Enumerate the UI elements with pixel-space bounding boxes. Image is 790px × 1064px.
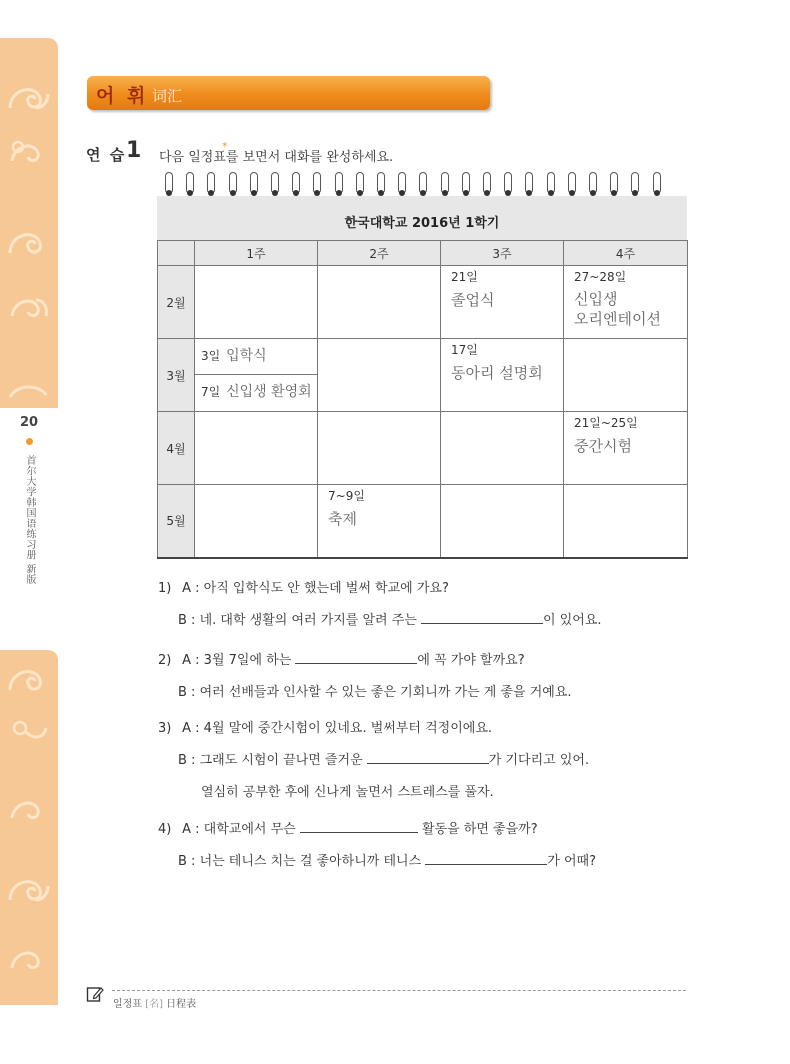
- week-header-row: [158, 241, 688, 266]
- swirl-ornament-icon: [6, 133, 52, 173]
- event-name: 오리엔테이션: [574, 310, 661, 328]
- footer-pos: [名]: [145, 999, 163, 1010]
- schedule-cell: [441, 412, 564, 485]
- side-decor-band-bottom: [0, 650, 58, 1005]
- split-cell-top: [195, 339, 317, 375]
- month-label: 3월: [158, 339, 195, 412]
- dialogue-line: 열심히 공부한 후에 신나게 놀면서 스트레스를 풀자.: [201, 785, 494, 800]
- schedule-cell: [441, 266, 564, 339]
- section-title-chinese: 词汇: [152, 87, 183, 105]
- question-number: 4): [158, 822, 172, 837]
- schedule-cell: [441, 485, 564, 558]
- question-1-a: [158, 577, 449, 596]
- exercise-instruction: 다음 일정표를 보면서 대화를 완성하세요.: [159, 150, 394, 165]
- note-pencil-icon: [86, 985, 104, 1003]
- event-name: 동아리 설명회: [451, 364, 543, 382]
- footer-meaning: 日程表: [166, 999, 197, 1010]
- book-side-title: 首尔大学韩国语练习册 新版: [24, 455, 35, 585]
- footer-vocab-note: [113, 995, 196, 1010]
- swirl-ornament-icon: [6, 660, 52, 700]
- dialogue-line: A : 3월 7일에 하는: [182, 653, 292, 668]
- schedule-cell: [318, 412, 441, 485]
- vocab-asterisk: *: [222, 140, 228, 153]
- swirl-ornament-icon: [6, 223, 52, 263]
- question-number: 1): [158, 581, 172, 596]
- swirl-ornament-icon: [6, 363, 52, 403]
- schedule-cell: [564, 266, 688, 339]
- dialogue-line: B : 네. 대학 생활의 여러 가지를 알려 주는: [178, 613, 417, 628]
- week-header: 3주: [441, 241, 564, 266]
- footer-word: 일정표: [113, 999, 142, 1010]
- week-header: 2주: [318, 241, 441, 266]
- answer-blank[interactable]: [367, 751, 489, 764]
- corner-cell: [158, 241, 195, 266]
- event-date: 7일: [201, 385, 221, 399]
- schedule-cell: [318, 485, 441, 558]
- question-3-b: [178, 749, 589, 768]
- schedule-cell: [564, 485, 688, 558]
- event-date: 21일~25일: [574, 416, 638, 430]
- month-label: 2월: [158, 266, 195, 339]
- swirl-ornament-icon: [6, 940, 52, 980]
- swirl-ornament-icon: [6, 790, 52, 830]
- swirl-ornament-icon: [6, 78, 52, 118]
- week-header: 4주: [564, 241, 688, 266]
- question-2-a: [158, 649, 525, 668]
- footer-divider: [112, 990, 686, 991]
- question-number: 3): [158, 721, 172, 736]
- schedule-cell: [441, 339, 564, 412]
- question-number: 2): [158, 653, 172, 668]
- question-2-b: [178, 681, 572, 700]
- event-name: 신입생 환영회: [226, 384, 312, 400]
- dialogue-line: A : 4월 말에 중간시험이 있네요. 벌써부터 걱정이에요.: [182, 721, 493, 736]
- swirl-ornament-icon: [6, 288, 52, 328]
- month-label: 5월: [158, 485, 195, 558]
- event-date: 27~28일: [574, 270, 627, 284]
- dialogue-line: A : 아직 입학식도 안 했는데 벌써 학교에 가요?: [182, 581, 449, 596]
- dialogue-line: B : 그래도 시험이 끝나면 즐거운: [178, 753, 363, 768]
- dialogue-line: B : 여러 선배들과 인사할 수 있는 좋은 기회니까 가는 게 좋을 거예요.: [178, 685, 572, 700]
- dialogue-line: B : 너는 테니스 치는 걸 좋아하니까 테니스: [178, 854, 422, 869]
- event-name: 신입생: [574, 290, 618, 308]
- schedule-table: [157, 240, 688, 559]
- dialogue-line: 가 어때?: [547, 854, 597, 869]
- event-name: 입학식: [226, 348, 267, 364]
- dialogue-line: A : 대학교에서 무슨: [182, 822, 296, 837]
- month-row: [158, 339, 688, 412]
- month-row: [158, 412, 688, 485]
- dialogue-line: 활동을 하면 좋을까?: [422, 822, 538, 837]
- answer-blank[interactable]: [421, 611, 543, 624]
- question-4-a: [158, 818, 538, 837]
- schedule-cell: [318, 266, 441, 339]
- calendar-header: [157, 196, 687, 240]
- question-3-a: [158, 717, 492, 736]
- page-number: 20: [20, 415, 39, 430]
- schedule-cell: [318, 339, 441, 412]
- question-3-b2: [201, 781, 494, 800]
- swirl-ornament-icon: [6, 710, 52, 750]
- dialogue-line: 가 기다리고 있어.: [488, 753, 590, 768]
- answer-blank[interactable]: [295, 651, 417, 664]
- event-name: 졸업식: [451, 291, 495, 309]
- side-decor-band-top: [0, 38, 58, 408]
- event-date: 7~9일: [328, 489, 365, 503]
- answer-blank[interactable]: [300, 820, 418, 833]
- month-row: [158, 266, 688, 339]
- exercise-label: 연 습: [86, 146, 127, 164]
- answer-blank[interactable]: [425, 852, 547, 865]
- section-title-korean: 어 휘: [96, 85, 149, 107]
- event-name: 축제: [328, 510, 357, 528]
- exercise-number: 1: [126, 138, 142, 163]
- schedule-cell: [195, 412, 318, 485]
- question-4-b: [178, 850, 596, 869]
- month-row: [158, 485, 688, 558]
- split-cell-bottom: [195, 375, 317, 411]
- month-label: 4월: [158, 412, 195, 485]
- event-date: 21일: [451, 270, 478, 284]
- schedule-cell: [564, 412, 688, 485]
- question-1-b: [178, 609, 602, 628]
- page-dot: [26, 438, 33, 445]
- schedule-cell: [195, 485, 318, 558]
- swirl-ornament-icon: [6, 870, 52, 910]
- dialogue-line: 에 꼭 가야 할까요?: [417, 653, 525, 668]
- section-header: [87, 76, 490, 110]
- event-date: 3일: [201, 349, 221, 363]
- event-name: 중간시험: [574, 437, 632, 455]
- event-date: 17일: [451, 343, 478, 357]
- week-header: 1주: [195, 241, 318, 266]
- dialogue-line: 이 있어요.: [543, 613, 602, 628]
- schedule-cell: [195, 266, 318, 339]
- schedule-cell-split: [195, 339, 318, 412]
- schedule-cell: [564, 339, 688, 412]
- calendar-title: 한국대학교 2016년 1학기: [344, 216, 500, 231]
